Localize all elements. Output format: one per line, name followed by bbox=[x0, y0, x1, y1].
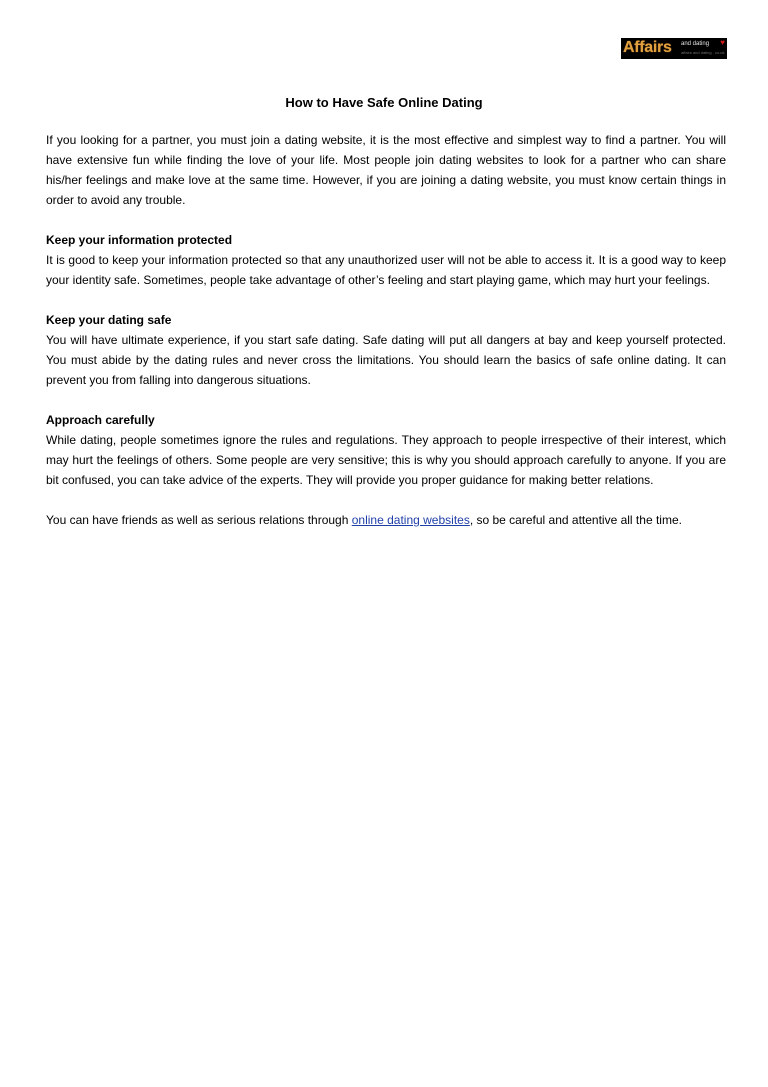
online-dating-websites-link[interactable]: online dating websites bbox=[351, 513, 470, 527]
logo bbox=[621, 38, 727, 59]
section-body-dating-safe: You will have ultimate experience, if you start safe dating. Safe dating will put all dangers at bay and keep yourself protected. You must abide by the dating rules and never cross the limitations. You should learn the basics of safe online dating. It can prevent you from falling into dangerous situations. bbox=[46, 333, 726, 387]
page-title: How to Have Safe Online Dating bbox=[285, 95, 483, 110]
section-heading-approach: Approach carefully bbox=[46, 413, 155, 427]
heart-icon: ♥ bbox=[720, 38, 725, 47]
section-heading-information: Keep your information protected bbox=[46, 233, 233, 247]
section-heading-dating-safe: Keep your dating safe bbox=[46, 313, 172, 327]
logo-subtext: affairs and dating . co.uk bbox=[681, 50, 725, 55]
closing-text-before: You can have friends as well as serious relations through bbox=[46, 513, 352, 527]
logo-word: Affairs bbox=[623, 39, 672, 56]
logo-tagline: and dating bbox=[681, 41, 710, 47]
article-body bbox=[46, 130, 726, 550]
closing-paragraph bbox=[46, 510, 726, 530]
section-body-approach: While dating, people sometimes ignore the rules and regulations. They approach to people irrespective of their interest, which may hurt the feelings of others. Some people are very sensitive; this is why you should approach carefully to anyone. If you are bit confused, you can take advice of the experts. They will provide you proper guidance for making better relations. bbox=[46, 433, 726, 487]
closing-text-after: , so be careful and attentive all the time. bbox=[469, 513, 682, 527]
section-body-information: It is good to keep your information protected so that any unauthorized user will not be able to access it. It is a good way to keep your identity safe. Sometimes, people take advantage of other’s feeling and start playing game, which may hurt your feelings. bbox=[46, 253, 726, 287]
intro-paragraph: If you looking for a partner, you must join a dating website, it is the most effective and simplest way to find a partner. You will have extensive fun while finding the love of your life. Most people join dating websites to look for a partner who can share his/her feelings and make love at the same time. However, if you are joining a dating website, you must know certain things in order to avoid any trouble. bbox=[46, 133, 726, 207]
